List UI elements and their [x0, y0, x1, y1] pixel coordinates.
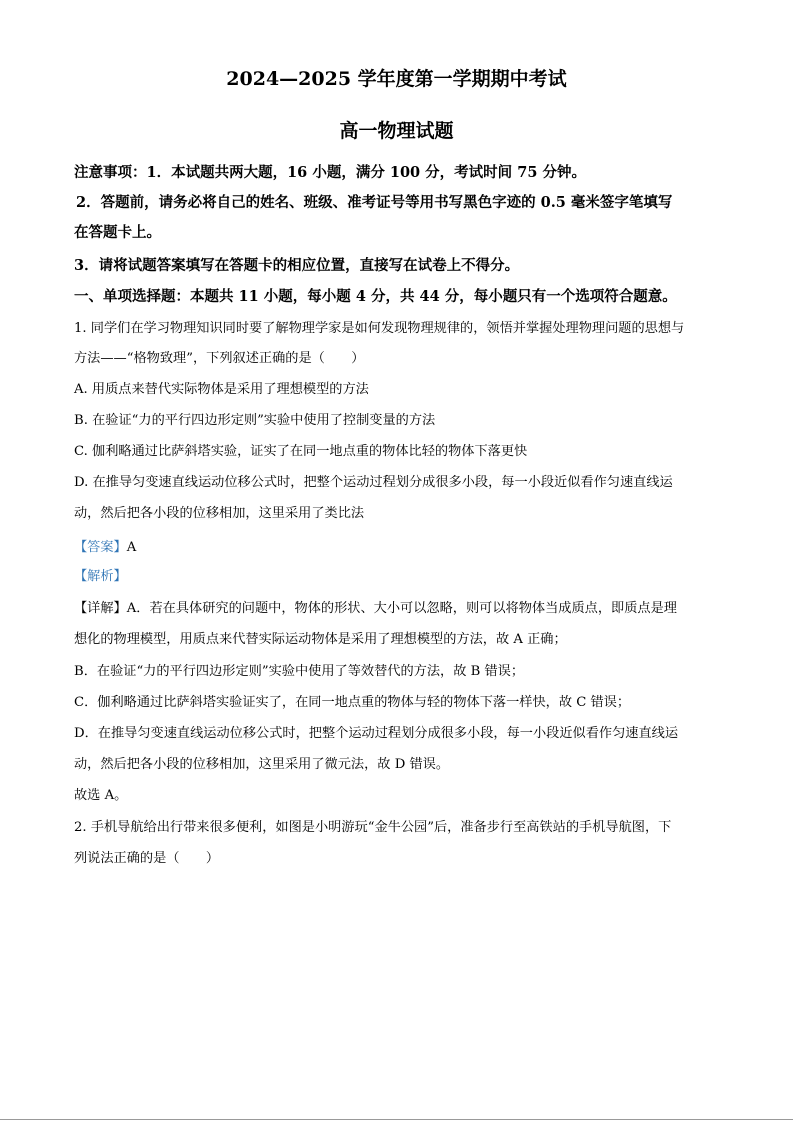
q1-option-c: C. 伽利略通过比萨斜塔实验，证实了在同一地点重的物体比轻的物体下落更快: [74, 444, 528, 459]
q1-detail-line-2: 想化的物理模型，用质点来代替实际运动物体是采用了理想模型的方法，故 A 正确；: [74, 632, 567, 647]
q1-detail-line-5: D．在推导匀变速直线运动位移公式时，把整个运动过程划分成很多小段，每一小段近似看作匀速直线运: [74, 726, 679, 741]
q1-option-b: B. 在验证“力的平行四边形定则”实验中使用了控制变量的方法: [74, 413, 436, 428]
q1-detail-line-6: 动，然后把各小段的位移相加，这里采用了微元法，故 D 错误。: [74, 757, 450, 772]
answer-tag: 【答案】: [74, 540, 127, 555]
notice-line-2: 2．答题前，请务必将自己的姓名、班级、准考证号等用书写黑色字迹的 0.5 毫米签字笔填写: [76, 194, 673, 211]
q1-detail-line-3: B．在验证“力的平行四边形定则”实验中使用了等效替代的方法，故 B 错误；: [74, 664, 525, 679]
page-bottom-divider: [0, 1119, 793, 1120]
q1-option-d-line-1: D. 在推导匀变速直线运动位移公式时，把整个运动过程划分成很多小段，每一小段近似看作匀速直线运: [74, 475, 673, 490]
q1-answer: [74, 536, 136, 555]
detail-text-1: A．若在具体研究的问题中，物体的形状、大小可以忽略，则可以将物体当成质点，即质点是理: [126, 601, 677, 616]
notice-line-3: 在答题卡上。: [74, 224, 161, 241]
q1-option-d-line-2: 动，然后把各小段的位移相加，这里采用了类比法: [74, 506, 365, 521]
analysis-tag: 【解析】: [74, 569, 127, 584]
answer-value: A: [126, 540, 137, 555]
detail-tag: 【详解】: [74, 601, 127, 616]
q1-option-a: A. 用质点来替代实际物体是采用了理想模型的方法: [74, 382, 369, 397]
q1-detail-line-4: C．伽利略通过比萨斜塔实验证实了，在同一地点重的物体与轻的物体下落一样快，故 C 错误；: [74, 695, 631, 710]
section-1-heading: 一、单项选择题：本题共 11 小题，每小题 4 分，共 44 分，每小题只有一个选项符合题意。: [74, 288, 677, 305]
exam-subtitle: 高一物理试题: [339, 120, 454, 142]
q1-detail-line-1: [74, 597, 677, 616]
notice-line-1: 注意事项：1．本试题共两大题，16 小题，满分 100 分，考试时间 75 分钟。: [74, 164, 586, 181]
q1-conclusion: 故选 A。: [74, 788, 128, 803]
q2-stem-line-1: 2. 手机导航给出行带来很多便利，如图是小明游玩“金牛公园”后，准备步行至高铁站的手机导航图，下: [74, 820, 672, 835]
q2-stem-line-2: 列说法正确的是（ ）: [74, 851, 220, 866]
notice-line-4: 3．请将试题答案填写在答题卡的相应位置，直接写在试卷上不得分。: [74, 257, 520, 274]
exam-title: 2024—2025 学年度第一学期期中考试: [226, 68, 567, 90]
q1-stem-line-2: 方法——“格物致理”，下列叙述正确的是（ ）: [74, 351, 365, 366]
q1-stem-line-1: 1. 同学们在学习物理知识同时要了解物理学家是如何发现物理规律的，领悟并掌握处理物理问题的思想与: [74, 321, 685, 336]
